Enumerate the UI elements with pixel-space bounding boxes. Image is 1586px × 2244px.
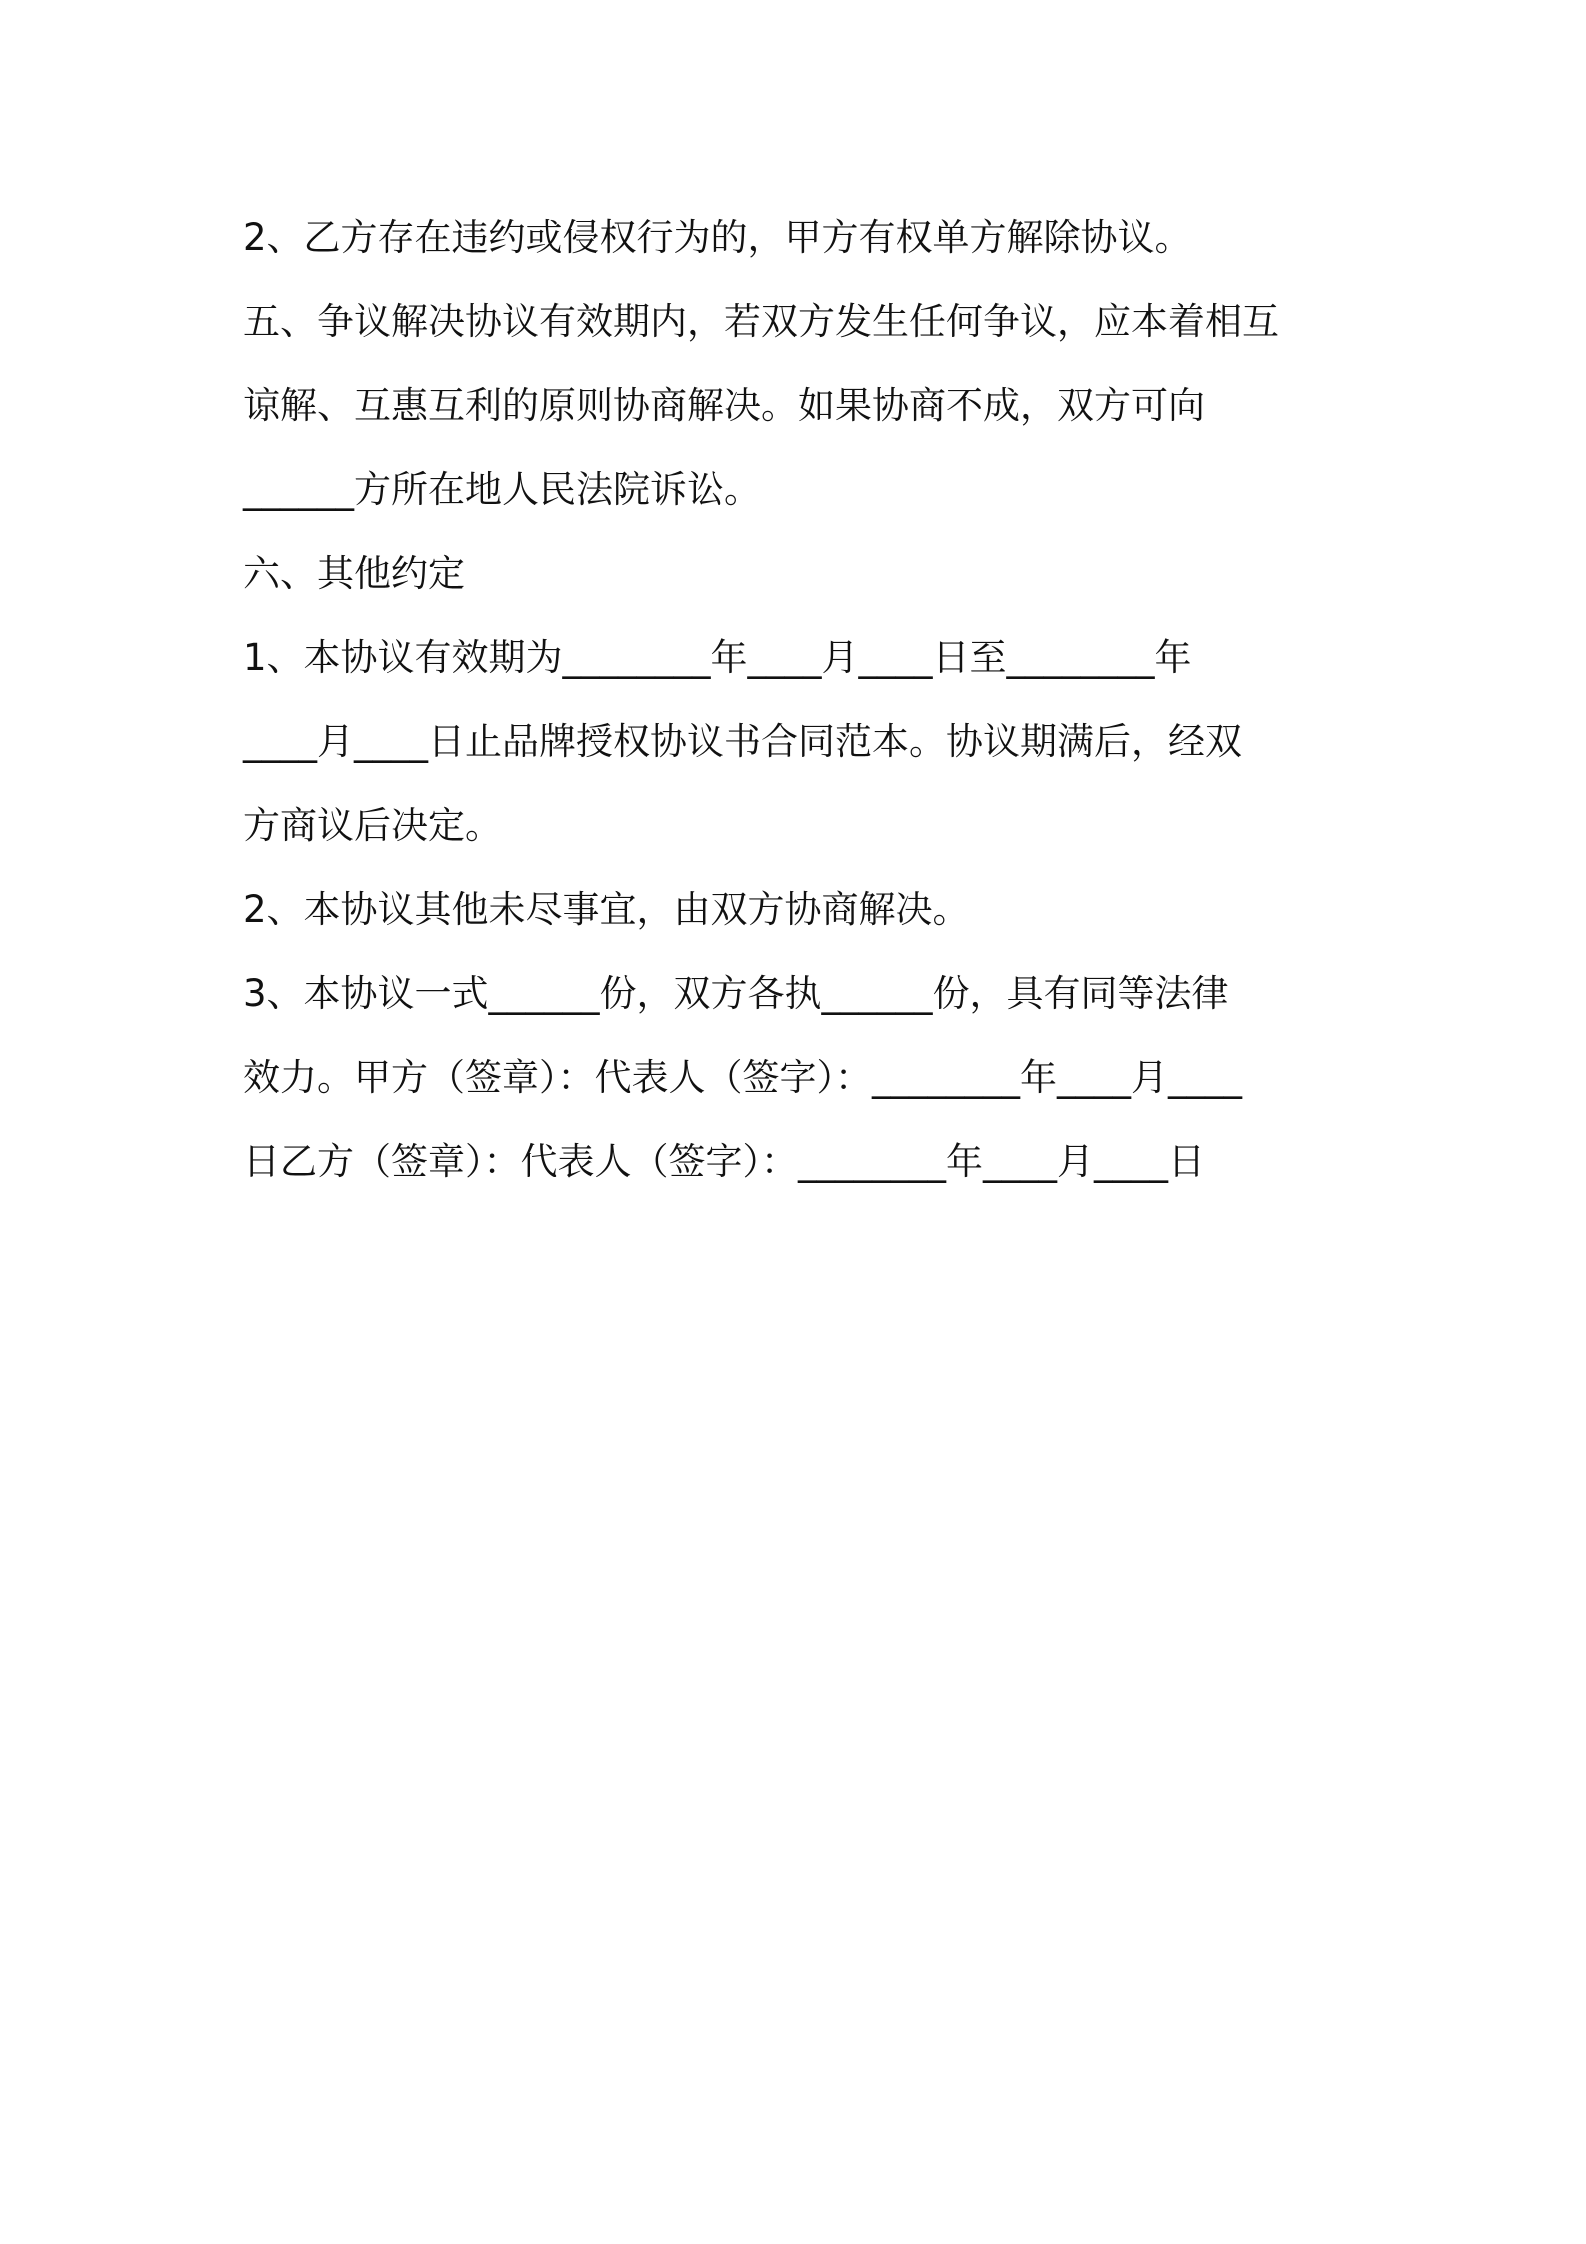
clause-6-2-other-matters: 2、本协议其他未尽事宜，由双方协商解决。 bbox=[243, 888, 970, 931]
signature-line-party-a: 效力。甲方（签章）：代表人（签字）：________年____月____ bbox=[243, 1056, 1242, 1099]
clause-6-1-validity-1: 1、本协议有效期为________年____月____日至________年 bbox=[243, 636, 1192, 679]
clause-2-termination: 2、乙方存在违约或侵权行为的，甲方有权单方解除协议。 bbox=[243, 216, 1192, 259]
document-body bbox=[243, 196, 1363, 1204]
clause-6-1-validity-3: 方商议后决定。 bbox=[243, 804, 502, 847]
signature-line-party-b: 日乙方（签章）：代表人（签字）：________年____月____日 bbox=[243, 1140, 1205, 1183]
clause-6-3-copies: 3、本协议一式______份，双方各执______份，具有同等法律 bbox=[243, 972, 1229, 1015]
clause-6-1-validity-2: ____月____日止品牌授权协议书合同范本。协议期满后，经双 bbox=[243, 720, 1242, 763]
section-5-dispute-text-1: 谅解、互惠互利的原则协商解决。如果协商不成，双方可向 bbox=[243, 384, 1205, 427]
section-5-dispute-text-2: ______方所在地人民法院诉讼。 bbox=[243, 468, 761, 511]
section-5-dispute-heading: 五、争议解决协议有效期内，若双方发生任何争议，应本着相互 bbox=[243, 300, 1279, 343]
section-6-heading: 六、其他约定 bbox=[243, 552, 465, 595]
